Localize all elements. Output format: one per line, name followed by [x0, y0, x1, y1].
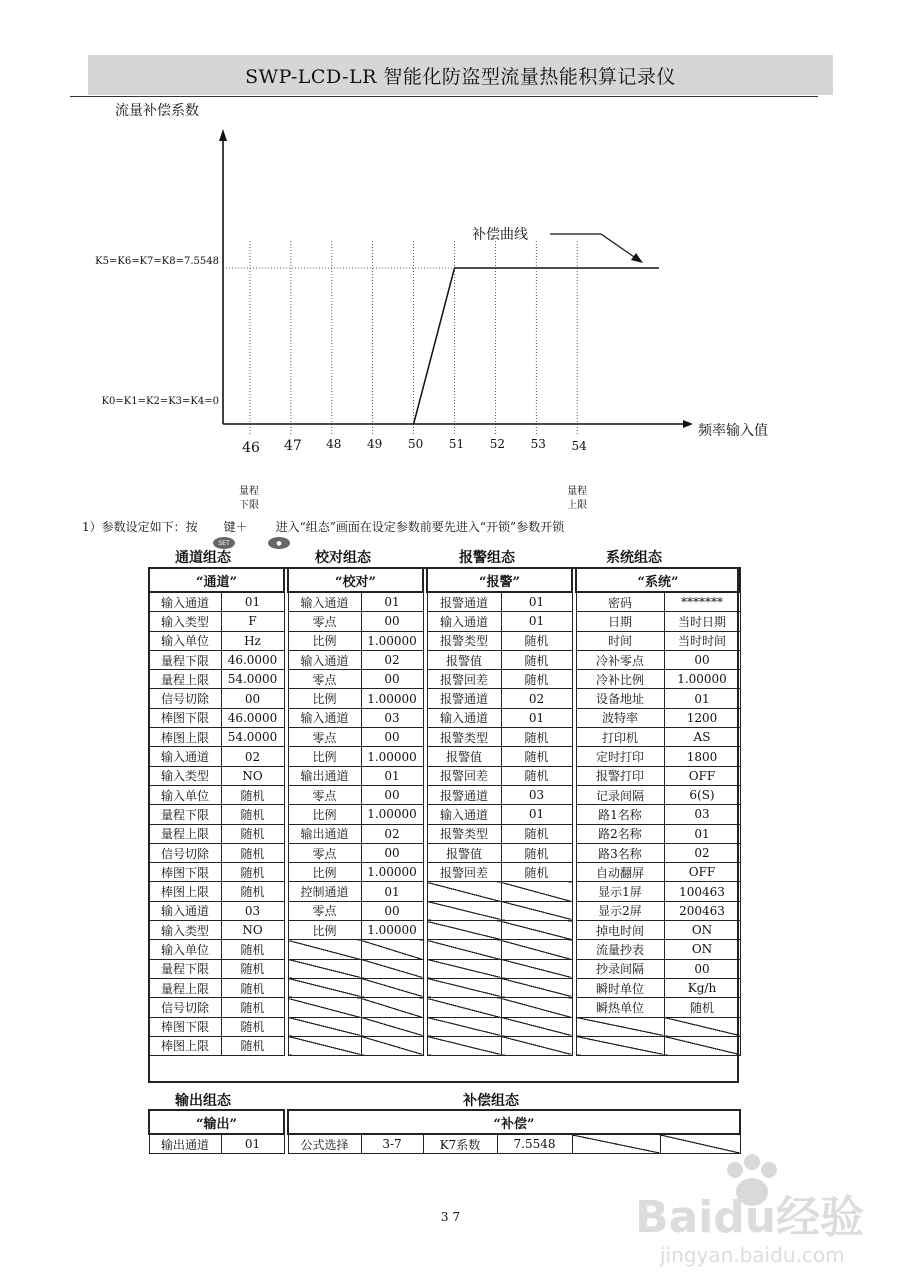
range-lower-label-top: 量程 [239, 486, 259, 497]
table-cell: 瞬热单位 [576, 998, 664, 1017]
table-cell: ON [664, 921, 740, 940]
table-cell: 输入通道 [427, 805, 501, 824]
y-tick-label: K0=K1=K2=K3=K4=0 [101, 396, 219, 407]
table-cell: 报警回差 [427, 766, 501, 785]
empty-cell [361, 998, 423, 1017]
table-cell: 棒图下限 [149, 1017, 221, 1036]
table-row [149, 1017, 740, 1036]
table-cell: 报警回差 [427, 863, 501, 882]
table-cell: 随机 [221, 843, 284, 862]
table-row [149, 785, 740, 804]
table-cell: 随机 [221, 1036, 284, 1055]
table-cell: 输入通道 [149, 901, 221, 920]
callout-arrow [631, 253, 643, 263]
output-table-header [149, 1110, 740, 1134]
table-cell: 定时打印 [576, 747, 664, 766]
table-cell: NO [221, 921, 284, 940]
config-table [148, 567, 741, 1056]
empty-cell [427, 921, 501, 940]
table-cell: 随机 [501, 766, 572, 785]
table-cell: 路3名称 [576, 843, 664, 862]
table-cell: 随机 [501, 747, 572, 766]
table-cell: 量程下限 [149, 650, 221, 669]
table-cell: 零点 [288, 612, 361, 631]
table-cell: 1.00000 [361, 631, 423, 650]
table-row [149, 650, 740, 669]
table-cell: 随机 [221, 863, 284, 882]
table-cell: 量程上限 [149, 824, 221, 843]
table-row [149, 843, 740, 862]
table-cell: ON [664, 940, 740, 959]
table-cell: 信号切除 [149, 998, 221, 1017]
empty-cell [288, 940, 361, 959]
table-cell: F [221, 612, 284, 631]
table-cell: 报警通道 [427, 592, 501, 612]
table-cell: 零点 [288, 670, 361, 689]
table-cell: 00 [361, 612, 423, 631]
table-cell: 零点 [288, 901, 361, 920]
table-cell: 设备地址 [576, 689, 664, 708]
output-table [148, 1109, 741, 1154]
table-cell: 输入通道 [427, 612, 501, 631]
table-row [149, 978, 740, 997]
group-output: 输出组态 [175, 1093, 231, 1109]
table-cell: 掉电时间 [576, 921, 664, 940]
table-cell: 报警通道 [427, 689, 501, 708]
empty-cell [361, 1017, 423, 1036]
table-cell: 输入通道 [288, 592, 361, 612]
y-axis-arrow [219, 129, 227, 141]
y-axis-label: 流量补偿系数 [115, 103, 199, 119]
section-header-0: “通道” [149, 568, 284, 592]
table-cell: 比例 [288, 805, 361, 824]
table-cell: 报警值 [427, 747, 501, 766]
table-cell: 输入类型 [149, 766, 221, 785]
group-comp: 补偿组态 [463, 1093, 519, 1109]
table-cell: 随机 [501, 631, 572, 650]
empty-cell [288, 1036, 361, 1055]
curve-label: 补偿曲线 [472, 227, 528, 243]
table-row [149, 863, 740, 882]
table-cell: 01 [221, 1134, 284, 1154]
table-cell: 随机 [221, 1017, 284, 1036]
table-cell: 密码 [576, 592, 664, 612]
table-cell: 控制通道 [288, 882, 361, 901]
table-cell: 比例 [288, 689, 361, 708]
range-lower-label-bottom: 下限 [239, 500, 259, 511]
table-cell: 输入单位 [149, 631, 221, 650]
table-row [149, 998, 740, 1017]
table-cell: 冷补零点 [576, 650, 664, 669]
table-cell: 随机 [221, 785, 284, 804]
table-cell: 量程上限 [149, 670, 221, 689]
table-cell: 00 [361, 728, 423, 747]
page-header [88, 55, 833, 95]
table-cell: 抄录间隔 [576, 959, 664, 978]
table-cell: 冷补比例 [576, 670, 664, 689]
table-cell: 随机 [501, 650, 572, 669]
table-cell: 54.0000 [221, 728, 284, 747]
table-cell: 00 [664, 650, 740, 669]
table-cell: 随机 [501, 843, 572, 862]
table-row [149, 612, 740, 631]
table-cell: Kg/h [664, 978, 740, 997]
section-header-1: “校对” [288, 568, 423, 592]
empty-cell [361, 959, 423, 978]
range-upper-label-top: 量程 [567, 486, 588, 497]
y-tick-label: K5=K6=K7=K8=7.5548 [95, 256, 219, 267]
watermark-brand: Baidu经验 [635, 1192, 865, 1243]
empty-cell [664, 1017, 740, 1036]
table-cell: 1.00000 [361, 689, 423, 708]
table-cell: 打印机 [576, 728, 664, 747]
table-cell: 01 [361, 882, 423, 901]
empty-cell [501, 921, 572, 940]
instruction-part3: 进入“组态”画面在设定参数前要先进入“开锁”参数开锁 [275, 520, 565, 534]
table-cell: ******* [664, 592, 740, 612]
table-cell: 棒图下限 [149, 863, 221, 882]
table-cell: 01 [664, 824, 740, 843]
table-cell: 1200 [664, 708, 740, 727]
table-cell: 报警类型 [427, 728, 501, 747]
table-cell: 00 [361, 901, 423, 920]
table-cell: 信号切除 [149, 843, 221, 862]
table-cell: 00 [664, 959, 740, 978]
table-cell: 1800 [664, 747, 740, 766]
table-cell: 02 [501, 689, 572, 708]
section-header-2: “报警” [427, 568, 572, 592]
x-tick-label: 51 [448, 437, 465, 451]
table-cell: 00 [361, 785, 423, 804]
table-cell: 输出通道 [288, 766, 361, 785]
table-cell: 随机 [501, 670, 572, 689]
table-row [149, 901, 740, 920]
x-tick-label: 54 [571, 439, 587, 453]
x-axis-arrow [683, 420, 693, 428]
config-table-header [149, 568, 740, 592]
table-cell: 比例 [288, 921, 361, 940]
table-cell: 棒图上限 [149, 882, 221, 901]
table-cell: 1.00000 [361, 921, 423, 940]
table-cell: 报警值 [427, 650, 501, 669]
table-cell: 100463 [664, 882, 740, 901]
table-cell: 01 [221, 592, 284, 612]
empty-cell [501, 901, 572, 920]
empty-cell [501, 998, 572, 1017]
table-cell: 零点 [288, 785, 361, 804]
table-cell: 比例 [288, 747, 361, 766]
x-tick-label: 46 [242, 440, 260, 456]
table-cell: K7系数 [423, 1134, 497, 1154]
x-tick-label: 47 [283, 438, 302, 454]
x-tick-label: 49 [367, 437, 383, 451]
table-cell: 01 [664, 689, 740, 708]
table-cell: 03 [361, 708, 423, 727]
table-cell: 7.5548 [497, 1134, 572, 1154]
table-cell: 棒图上限 [149, 1036, 221, 1055]
compensation-chart [95, 95, 815, 515]
table-row [149, 747, 740, 766]
instruction-line [82, 518, 564, 535]
empty-cell [501, 959, 572, 978]
x-tick-label: 52 [489, 437, 506, 451]
table-cell: 流量抄表 [576, 940, 664, 959]
table-cell: 200463 [664, 901, 740, 920]
section-header-3: “系统” [576, 568, 740, 592]
table-cell: 当时日期 [664, 612, 740, 631]
table-cell: 02 [361, 824, 423, 843]
page-number: 37 [440, 1210, 465, 1224]
table-cell: 输入单位 [149, 940, 221, 959]
table-cell: 1.00000 [361, 805, 423, 824]
empty-cell [427, 901, 501, 920]
table-cell: 报警值 [427, 843, 501, 862]
table-cell: 02 [664, 843, 740, 862]
table-row [149, 592, 740, 612]
table-cell: 显示1屏 [576, 882, 664, 901]
table-cell: 输入类型 [149, 612, 221, 631]
empty-cell [288, 1017, 361, 1036]
empty-cell [427, 940, 501, 959]
table-cell: 零点 [288, 843, 361, 862]
table-cell: 6(S) [664, 785, 740, 804]
table-row [149, 882, 740, 901]
table-cell: 日期 [576, 612, 664, 631]
table-cell: 54.0000 [221, 670, 284, 689]
table-cell: 随机 [221, 978, 284, 997]
table-row [149, 631, 740, 650]
table-cell: 01 [501, 592, 572, 612]
empty-cell [361, 1036, 423, 1055]
comp-header: “补偿” [288, 1110, 740, 1134]
table-cell: 随机 [221, 824, 284, 843]
table-cell: 输入通道 [288, 708, 361, 727]
table-row [149, 670, 740, 689]
table-row [149, 921, 740, 940]
table-cell: 量程上限 [149, 978, 221, 997]
table-cell: 比例 [288, 631, 361, 650]
table-cell: 瞬时单位 [576, 978, 664, 997]
empty-cell [664, 1036, 740, 1055]
empty-cell [288, 998, 361, 1017]
table-cell: 记录间隔 [576, 785, 664, 804]
table-row [149, 689, 740, 708]
empty-cell [288, 978, 361, 997]
table-cell: 3-7 [361, 1134, 423, 1154]
table-cell: 比例 [288, 863, 361, 882]
table-cell: 1.00000 [361, 747, 423, 766]
table-cell: 随机 [221, 998, 284, 1017]
table-row [149, 766, 740, 785]
empty-cell [501, 978, 572, 997]
empty-cell [288, 959, 361, 978]
table-row [149, 1036, 740, 1055]
table-row [149, 824, 740, 843]
table-cell: 随机 [221, 882, 284, 901]
table-cell: 00 [361, 670, 423, 689]
table-cell: 输入通道 [149, 592, 221, 612]
table-cell: 03 [221, 901, 284, 920]
empty-cell [501, 1036, 572, 1055]
table-cell: 1.00000 [361, 863, 423, 882]
table-cell: NO [221, 766, 284, 785]
table-cell: 输入通道 [149, 747, 221, 766]
table-row [149, 708, 740, 727]
empty-cell [501, 882, 572, 901]
table-cell: 输入通道 [427, 708, 501, 727]
group-calib: 校对组态 [315, 550, 371, 566]
table-cell: OFF [664, 766, 740, 785]
group-alarm: 报警组态 [459, 550, 515, 566]
table-cell: 棒图上限 [149, 728, 221, 747]
x-tick-label: 48 [326, 437, 342, 451]
table-cell: 随机 [501, 863, 572, 882]
table-cell: 输入类型 [149, 921, 221, 940]
empty-cell [427, 1017, 501, 1036]
table-cell: 01 [361, 766, 423, 785]
empty-cell [427, 882, 501, 901]
empty-cell [427, 978, 501, 997]
table-cell: 01 [501, 805, 572, 824]
table-cell: 03 [664, 805, 740, 824]
table-cell: 波特率 [576, 708, 664, 727]
table-cell: 报警打印 [576, 766, 664, 785]
table-cell: 自动翻屏 [576, 863, 664, 882]
table-cell: 46.0000 [221, 708, 284, 727]
table-cell: 02 [361, 650, 423, 669]
table-cell: 量程下限 [149, 959, 221, 978]
group-channel: 通道组态 [175, 550, 231, 566]
table-cell: 03 [501, 785, 572, 804]
table-cell: 随机 [221, 805, 284, 824]
table-row [149, 728, 740, 747]
empty-cell [427, 959, 501, 978]
table-cell: OFF [664, 863, 740, 882]
range-upper-label-bottom: 上限 [567, 500, 588, 511]
table-cell: 随机 [501, 824, 572, 843]
empty-cell [501, 1017, 572, 1036]
table-cell: 1.00000 [664, 670, 740, 689]
instruction-part1: 1）参数设定如下：按 [82, 520, 198, 534]
table-cell: 随机 [664, 998, 740, 1017]
table-cell: 信号切除 [149, 689, 221, 708]
x-tick-label: 53 [530, 437, 546, 451]
table-cell: 随机 [221, 940, 284, 959]
x-axis-label: 频率输入值 [698, 423, 768, 439]
empty-cell [361, 940, 423, 959]
table-cell: 零点 [288, 728, 361, 747]
empty-cell [361, 978, 423, 997]
table-cell: 01 [361, 592, 423, 612]
page-title: SWP-LCD-LR 智能化防盗型流量热能积算记录仪 [245, 65, 676, 88]
table-cell: 02 [221, 747, 284, 766]
table-cell: 46.0000 [221, 650, 284, 669]
set-key-icon: SET [213, 537, 235, 549]
table-cell: 00 [221, 689, 284, 708]
table-cell: 时间 [576, 631, 664, 650]
table-cell: 00 [361, 843, 423, 862]
table-cell: 报警类型 [427, 631, 501, 650]
table-cell: 路2名称 [576, 824, 664, 843]
baidu-watermark-logo [620, 1150, 880, 1270]
table-cell: 报警类型 [427, 824, 501, 843]
table-cell: 01 [501, 612, 572, 631]
empty-cell [501, 940, 572, 959]
table-cell: 当时时间 [664, 631, 740, 650]
group-system: 系统组态 [606, 550, 662, 566]
output-header: “输出” [149, 1110, 284, 1134]
table-cell: 报警回差 [427, 670, 501, 689]
empty-cell [576, 1036, 664, 1055]
dot-key-icon: ● [268, 537, 290, 549]
table-cell: 随机 [221, 959, 284, 978]
empty-cell [427, 998, 501, 1017]
table-row [149, 940, 740, 959]
table-cell: Hz [221, 631, 284, 650]
watermark-url: jingyan.baidu.com [660, 1243, 845, 1267]
table-cell: 显示2屏 [576, 901, 664, 920]
empty-cell [427, 1036, 501, 1055]
table-cell: 01 [501, 708, 572, 727]
instruction-part2: 键＋ [223, 520, 248, 534]
table-cell: 路1名称 [576, 805, 664, 824]
table-cell: AS [664, 728, 740, 747]
table-cell: 公式选择 [288, 1134, 361, 1154]
table-row [149, 959, 740, 978]
x-tick-label: 50 [407, 437, 424, 451]
table-cell: 量程下限 [149, 805, 221, 824]
table-cell: 输出通道 [149, 1134, 221, 1154]
table-row [149, 805, 740, 824]
table-cell: 报警通道 [427, 785, 501, 804]
table-cell: 随机 [501, 728, 572, 747]
table-cell: 棒图下限 [149, 708, 221, 727]
table-cell: 输入单位 [149, 785, 221, 804]
table-cell: 输入通道 [288, 650, 361, 669]
table-cell: 输出通道 [288, 824, 361, 843]
empty-cell [576, 1017, 664, 1036]
